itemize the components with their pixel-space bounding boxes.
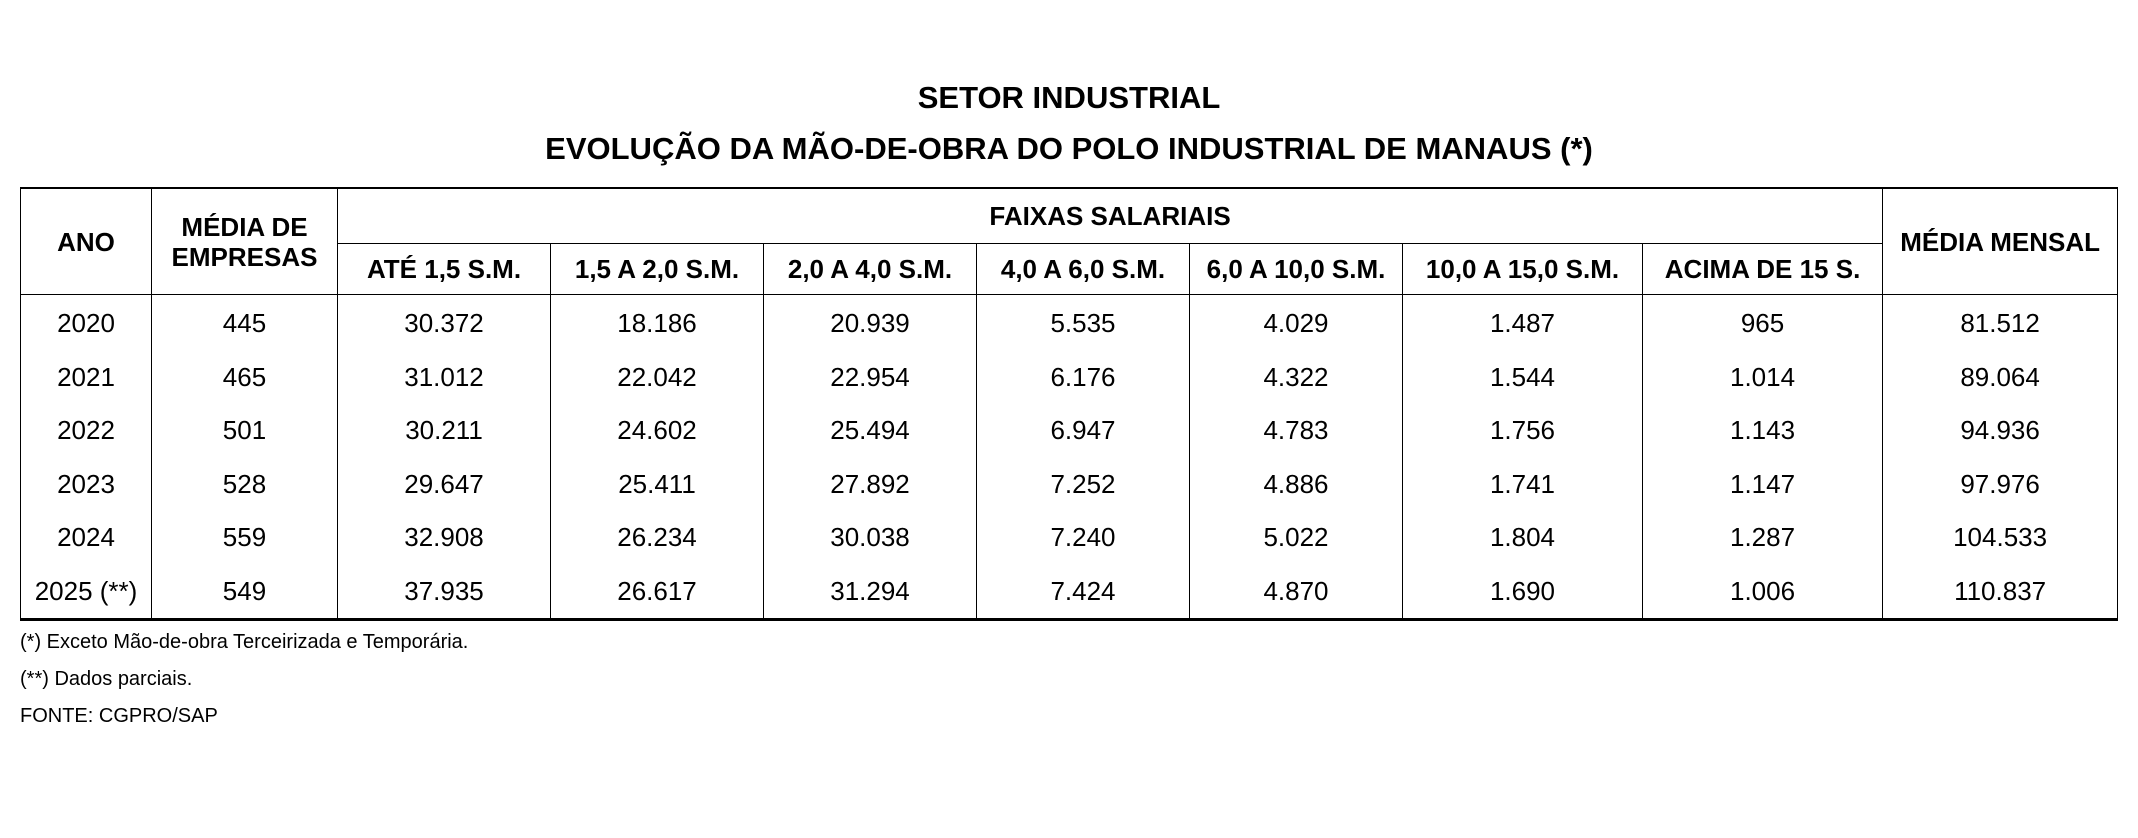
table-cell: 2020 (21, 295, 152, 351)
header-faixa: 10,0 A 15,0 S.M. (1403, 244, 1643, 295)
header-media-mensal: MÉDIA MENSAL (1883, 188, 2118, 295)
table-cell: 7.424 (977, 565, 1190, 620)
table-cell: 1.544 (1403, 351, 1643, 405)
table-cell: 2023 (21, 458, 152, 512)
header-faixas-salariais: FAIXAS SALARIAIS (338, 188, 1883, 244)
table-cell: 29.647 (338, 458, 551, 512)
footnote-exceto: (*) Exceto Mão-de-obra Terceirizada e Temporária. (20, 631, 469, 653)
table-cell: 6.176 (977, 351, 1190, 405)
table-cell: 20.939 (764, 295, 977, 351)
table-row (21, 565, 2118, 620)
table-row (21, 295, 2118, 351)
table-cell: 22.042 (551, 351, 764, 405)
table-cell: 965 (1643, 295, 1883, 351)
table-cell: 2025 (**) (21, 565, 152, 620)
table-cell: 110.837 (1883, 565, 2118, 620)
table-cell: 4.870 (1190, 565, 1403, 620)
table-cell: 25.494 (764, 404, 977, 458)
footnotes (20, 624, 468, 735)
table-cell: 4.783 (1190, 404, 1403, 458)
page-subtitle: EVOLUÇÃO DA MÃO-DE-OBRA DO POLO INDUSTRIAL DE MANAUS (*) (545, 131, 1593, 166)
table-cell: 1.014 (1643, 351, 1883, 405)
header-ano: ANO (21, 188, 152, 295)
table-cell: 2022 (21, 404, 152, 458)
table-cell: 31.012 (338, 351, 551, 405)
table-cell: 1.143 (1643, 404, 1883, 458)
table-cell: 559 (152, 511, 338, 565)
table-cell: 104.533 (1883, 511, 2118, 565)
table-row (21, 404, 2118, 458)
table-row (21, 351, 2118, 405)
header-media-empresas (152, 188, 338, 295)
table-cell: 6.947 (977, 404, 1190, 458)
table-body (21, 295, 2118, 620)
table-cell: 7.252 (977, 458, 1190, 512)
header-faixa: ACIMA DE 15 S. (1643, 244, 1883, 295)
table-row (21, 511, 2118, 565)
table-cell: 1.487 (1403, 295, 1643, 351)
table-cell: 26.617 (551, 565, 764, 620)
table-cell: 32.908 (338, 511, 551, 565)
table-cell: 7.240 (977, 511, 1190, 565)
table-row (21, 458, 2118, 512)
header-empresas-line1: MÉDIA DE (181, 211, 308, 242)
table-cell: 1.741 (1403, 458, 1643, 512)
table-cell: 1.147 (1643, 458, 1883, 512)
header-faixa: 6,0 A 10,0 S.M. (1190, 244, 1403, 295)
table-cell: 97.976 (1883, 458, 2118, 512)
table-cell: 2021 (21, 351, 152, 405)
table-cell: 89.064 (1883, 351, 2118, 405)
table-cell: 1.804 (1403, 511, 1643, 565)
table-cell: 31.294 (764, 565, 977, 620)
table-cell: 81.512 (1883, 295, 2118, 351)
header-faixa: 4,0 A 6,0 S.M. (977, 244, 1190, 295)
table-cell: 24.602 (551, 404, 764, 458)
table-cell: 4.322 (1190, 351, 1403, 405)
header-faixa: ATÉ 1,5 S.M. (338, 244, 551, 295)
table-cell: 5.022 (1190, 511, 1403, 565)
table-cell: 1.006 (1643, 565, 1883, 620)
table-cell: 1.756 (1403, 404, 1643, 458)
header-faixa: 2,0 A 4,0 S.M. (764, 244, 977, 295)
table-cell: 549 (152, 565, 338, 620)
source-note: FONTE: CGPRO/SAP (20, 705, 218, 727)
table-cell: 30.372 (338, 295, 551, 351)
table-cell: 37.935 (338, 565, 551, 620)
table-cell: 4.886 (1190, 458, 1403, 512)
table-cell: 26.234 (551, 511, 764, 565)
table-cell: 27.892 (764, 458, 977, 512)
page-title: SETOR INDUSTRIAL (917, 80, 1221, 115)
table-cell: 1.690 (1403, 565, 1643, 620)
table-cell: 25.411 (551, 458, 764, 512)
table-cell: 94.936 (1883, 404, 2118, 458)
table-cell: 4.029 (1190, 295, 1403, 351)
table-cell: 501 (152, 404, 338, 458)
table-cell: 30.038 (764, 511, 977, 565)
table-cell: 5.535 (977, 295, 1190, 351)
header-faixa: 1,5 A 2,0 S.M. (551, 244, 764, 295)
table-cell: 528 (152, 458, 338, 512)
table-cell: 445 (152, 295, 338, 351)
table-cell: 2024 (21, 511, 152, 565)
table-cell: 465 (152, 351, 338, 405)
table-cell: 18.186 (551, 295, 764, 351)
table-cell: 30.211 (338, 404, 551, 458)
table-cell: 1.287 (1643, 511, 1883, 565)
table-cell: 22.954 (764, 351, 977, 405)
footnote-dados-parciais: (**) Dados parciais. (20, 668, 193, 690)
workforce-table (20, 187, 2118, 621)
header-empresas-line2: EMPRESAS (171, 241, 318, 272)
